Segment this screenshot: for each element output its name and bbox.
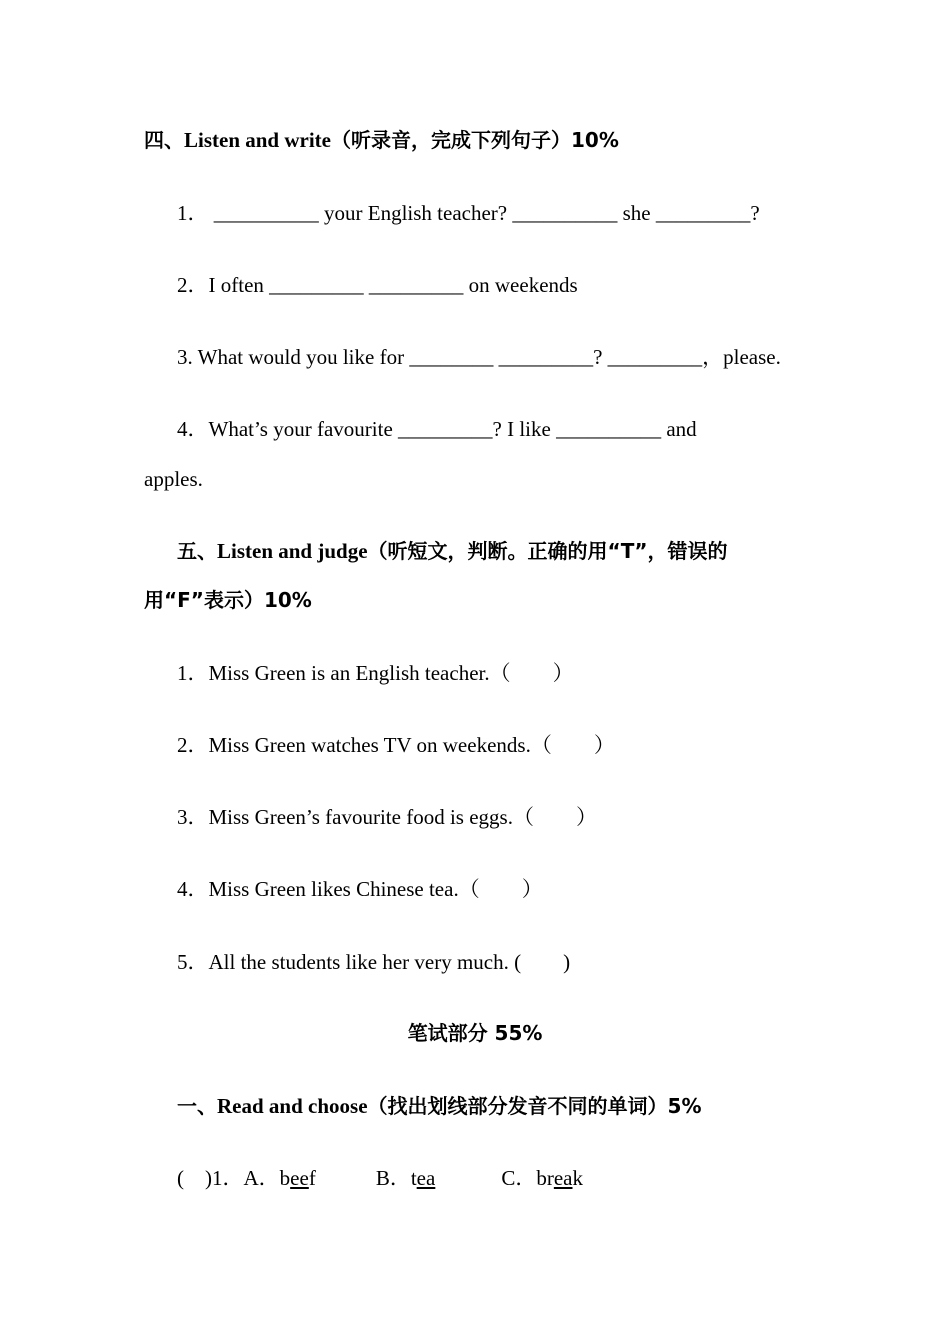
section-1-title-cn: （找出划线部分发音不同的单词）5% xyxy=(367,1094,702,1118)
q1-option-b: tea xyxy=(410,1166,436,1190)
section-4-title-en: Listen and write xyxy=(184,128,331,152)
section-5-item-5: 5．All the students like her very much. ( ) xyxy=(177,950,571,974)
section-5-item-3: 3．Miss Green’s favourite food is eggs.（ ） xyxy=(177,805,597,829)
q1-option-c: break xyxy=(536,1166,583,1190)
section-5-item-2: 2．Miss Green watches TV on weekends.（ ） xyxy=(177,733,615,757)
section-4-item-3: 3. What would you like for ________ _________? _________，please. xyxy=(177,345,781,369)
section-1-heading xyxy=(177,1092,702,1120)
section-5-heading xyxy=(177,537,727,565)
section-5-title-en: Listen and judge xyxy=(217,539,368,563)
section-5-title-cn: （听短文，判断。正确的用“T”，错误的 xyxy=(367,539,728,563)
section-5-item-4: 4．Miss Green likes Chinese tea.（ ） xyxy=(177,877,543,901)
section-4-title-cn: （听录音，完成下列句子）10% xyxy=(331,128,619,152)
section-4-item-4: 4．What’s your favourite _________? I like __________ and xyxy=(177,417,697,441)
q1-option-b-label: B． xyxy=(375,1166,411,1190)
section-4-item-2: 2．I often _________ _________ on weekends xyxy=(177,273,578,297)
section-5-heading-continued xyxy=(144,586,312,614)
section-4-heading xyxy=(144,126,619,154)
q1-option-c-label: C． xyxy=(501,1166,537,1190)
q1-prefix: ( )1．A． xyxy=(177,1166,280,1190)
section-5-title-cn-cont: 用“F”表示）10% xyxy=(144,588,312,612)
section-4-item-1: 1． __________ your English teacher? __________ she _________? xyxy=(177,201,760,225)
written-part-title: 笔试部分 55% xyxy=(407,1021,543,1045)
section-1-question-1 xyxy=(177,1164,583,1192)
section-1-title-en: Read and choose xyxy=(217,1094,368,1118)
section-4-prefix: 四、 xyxy=(144,128,184,152)
section-4-item-4-continued: apples. xyxy=(144,467,203,491)
section-5-item-1: 1．Miss Green is an English teacher.（ ） xyxy=(177,661,574,685)
q1-option-a: beef xyxy=(279,1166,316,1190)
section-1-prefix: 一、 xyxy=(177,1094,217,1118)
section-5-prefix: 五、 xyxy=(177,539,217,563)
